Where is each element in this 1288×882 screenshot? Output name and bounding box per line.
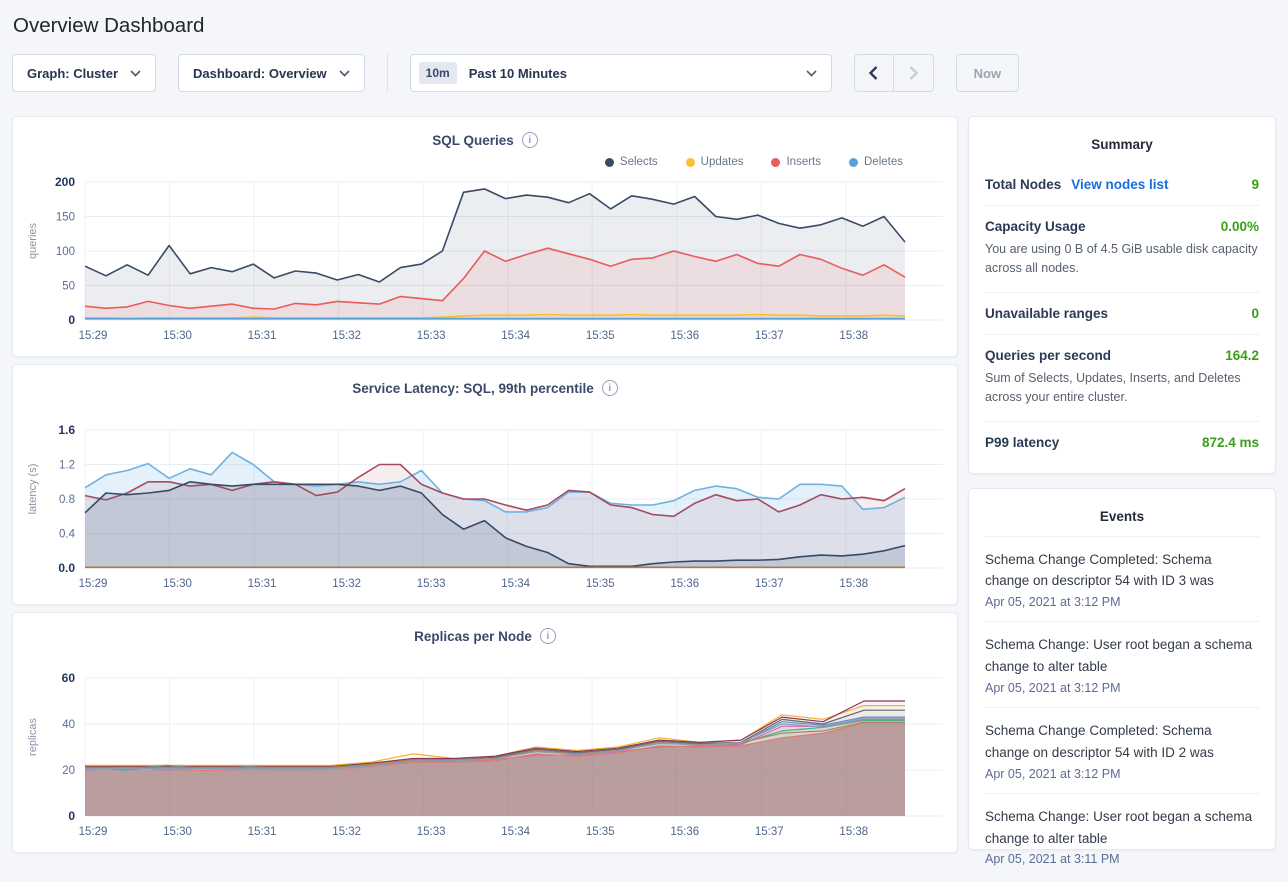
summary-description: You are using 0 B of 4.5 GiB usable disk capacity across all nodes. xyxy=(985,242,1258,276)
info-icon[interactable]: i xyxy=(540,628,556,644)
sql-queries-chart[interactable] xyxy=(23,174,949,346)
svg-text:15:32: 15:32 xyxy=(332,330,361,342)
svg-text:0: 0 xyxy=(68,313,75,327)
svg-text:200: 200 xyxy=(54,175,75,189)
svg-text:15:37: 15:37 xyxy=(754,578,784,590)
summary-label: Total Nodes xyxy=(985,177,1062,192)
time-next-button[interactable] xyxy=(894,55,933,91)
summary-row-queries-per-second xyxy=(985,334,1259,421)
chart-title: SQL Queries xyxy=(432,132,514,148)
event-text: Schema Change: User root began a schema change to alter table xyxy=(985,808,1253,846)
summary-row-capacity-usage xyxy=(985,205,1259,292)
chart-header xyxy=(13,626,957,646)
svg-text:50: 50 xyxy=(62,280,75,293)
summary-value: 0.00% xyxy=(1220,219,1259,234)
chart-legend xyxy=(13,150,957,174)
legend-dot xyxy=(686,158,695,167)
legend-dot xyxy=(849,158,858,167)
svg-text:15:31: 15:31 xyxy=(247,826,277,838)
event-timestamp: Apr 05, 2021 at 3:11 PM xyxy=(985,852,1120,867)
summary-value: 9 xyxy=(1251,177,1259,192)
legend-item-selects[interactable]: Selects xyxy=(605,156,658,168)
svg-text:1.6: 1.6 xyxy=(58,423,75,437)
svg-text:1.2: 1.2 xyxy=(59,459,75,472)
time-range-badge: 10m xyxy=(419,62,457,84)
main-content xyxy=(0,116,1288,867)
summary-label: Capacity Usage xyxy=(985,219,1086,234)
graph-dropdown[interactable] xyxy=(12,54,156,92)
svg-text:15:30: 15:30 xyxy=(163,330,192,342)
event-text: Schema Change: User root began a schema change to alter table xyxy=(985,637,1253,675)
summary-value: 0 xyxy=(1251,305,1259,321)
event-text: Schema Change Completed: Schema change on descriptor 54 with ID 2 was xyxy=(985,722,1214,760)
time-range-picker[interactable] xyxy=(410,54,832,92)
legend-dot xyxy=(605,158,614,167)
svg-text:15:33: 15:33 xyxy=(416,826,446,838)
svg-text:15:34: 15:34 xyxy=(501,578,531,590)
svg-text:15:38: 15:38 xyxy=(839,578,869,590)
summary-label: Queries per second xyxy=(985,347,1112,363)
page-header xyxy=(0,14,1288,38)
svg-text:15:35: 15:35 xyxy=(585,330,615,342)
svg-text:15:35: 15:35 xyxy=(585,578,615,590)
svg-text:15:36: 15:36 xyxy=(670,578,700,590)
svg-text:15:37: 15:37 xyxy=(754,826,784,838)
svg-text:0.8: 0.8 xyxy=(59,494,75,506)
chart-title: Service Latency: SQL, 99th percentile xyxy=(352,380,594,396)
graph-dropdown-label: Graph: Cluster xyxy=(27,65,119,81)
svg-text:15:38: 15:38 xyxy=(839,330,869,342)
event-text: Schema Change Completed: Schema change on descriptor 54 with ID 3 was xyxy=(985,551,1214,589)
y-axis-label: queries xyxy=(27,222,39,260)
page-title: Overview Dashboard xyxy=(13,14,205,37)
info-icon[interactable]: i xyxy=(522,132,538,148)
chart-card-sql-queries xyxy=(12,116,958,357)
svg-text:15:32: 15:32 xyxy=(332,826,361,838)
svg-text:15:31: 15:31 xyxy=(247,330,277,342)
toolbar xyxy=(12,54,1276,92)
time-prev-button[interactable] xyxy=(855,55,894,91)
svg-text:15:34: 15:34 xyxy=(501,330,531,342)
chart-card-service-latency xyxy=(12,364,958,605)
svg-text:20: 20 xyxy=(62,765,75,777)
sidebar-column xyxy=(968,116,1276,867)
svg-text:0.0: 0.0 xyxy=(58,561,75,575)
event-timestamp: Apr 05, 2021 at 3:12 PM xyxy=(985,595,1121,610)
svg-text:100: 100 xyxy=(55,246,75,258)
legend-item-updates[interactable]: Updates xyxy=(686,156,744,168)
svg-text:0.4: 0.4 xyxy=(59,528,75,541)
chevron-left-icon xyxy=(869,66,878,80)
y-axis-label: replicas xyxy=(27,718,39,756)
y-axis-label: latency (s) xyxy=(27,463,39,515)
summary-value: 164.2 xyxy=(1225,347,1259,363)
event-item[interactable] xyxy=(985,536,1259,622)
chevron-down-icon xyxy=(130,70,141,77)
chart-legend xyxy=(13,646,957,670)
event-timestamp: Apr 05, 2021 at 3:12 PM xyxy=(985,680,1121,695)
info-icon[interactable]: i xyxy=(602,380,618,396)
dashboard-dropdown[interactable] xyxy=(178,54,365,92)
replicas-per-node-chart[interactable] xyxy=(23,670,949,842)
summary-label: Unavailable ranges xyxy=(985,305,1109,321)
event-item[interactable] xyxy=(985,707,1259,793)
svg-text:15:32: 15:32 xyxy=(332,578,361,590)
summary-row-unavailable-ranges xyxy=(985,292,1259,334)
charts-column xyxy=(12,116,958,860)
svg-text:15:37: 15:37 xyxy=(754,330,784,342)
svg-text:15:30: 15:30 xyxy=(163,826,192,838)
summary-panel xyxy=(968,116,1276,474)
chart-title: Replicas per Node xyxy=(414,628,532,644)
svg-text:15:38: 15:38 xyxy=(839,826,869,838)
time-nav-group xyxy=(854,54,934,92)
dashboard-dropdown-label: Dashboard: Overview xyxy=(193,65,327,81)
svg-text:15:29: 15:29 xyxy=(78,330,108,342)
svg-text:60: 60 xyxy=(61,671,75,685)
summary-row-p99-latency xyxy=(985,421,1259,463)
svg-text:15:36: 15:36 xyxy=(670,330,700,342)
legend-dot xyxy=(771,158,780,167)
legend-item-deletes[interactable]: Deletes xyxy=(849,156,903,168)
legend-item-inserts[interactable]: Inserts xyxy=(771,156,821,168)
summary-row-total-nodes xyxy=(985,164,1259,205)
view-nodes-list-link[interactable]: View nodes list xyxy=(1071,177,1169,192)
chart-legend xyxy=(13,398,957,422)
toolbar-divider xyxy=(387,54,388,92)
now-button[interactable]: Now xyxy=(956,54,1019,92)
svg-text:150: 150 xyxy=(55,211,75,224)
svg-text:15:29: 15:29 xyxy=(78,826,108,838)
events-title: Events xyxy=(1099,508,1145,524)
svg-text:15:35: 15:35 xyxy=(585,826,615,838)
summary-title: Summary xyxy=(1091,137,1153,152)
chevron-down-icon xyxy=(339,70,350,77)
chevron-right-icon xyxy=(909,66,918,80)
time-range-label: Past 10 Minutes xyxy=(468,65,567,81)
service-latency-chart[interactable] xyxy=(23,422,949,594)
summary-value: 872.4 ms xyxy=(1201,434,1259,450)
event-item[interactable] xyxy=(985,621,1259,707)
summary-label: P99 latency xyxy=(985,434,1060,450)
chart-card-replicas-per-node xyxy=(12,612,958,853)
svg-text:15:30: 15:30 xyxy=(163,578,192,590)
svg-text:15:29: 15:29 xyxy=(78,578,108,590)
chevron-down-icon xyxy=(806,70,817,77)
svg-text:40: 40 xyxy=(62,719,75,731)
svg-text:15:34: 15:34 xyxy=(501,826,531,838)
svg-text:15:31: 15:31 xyxy=(247,578,277,590)
svg-text:0: 0 xyxy=(68,809,75,823)
event-item[interactable] xyxy=(985,793,1259,879)
event-timestamp: Apr 05, 2021 at 3:12 PM xyxy=(985,766,1121,781)
svg-text:15:36: 15:36 xyxy=(670,826,700,838)
chart-header xyxy=(13,130,957,150)
chart-header xyxy=(13,378,957,398)
events-panel xyxy=(968,488,1276,867)
svg-text:15:33: 15:33 xyxy=(416,330,446,342)
svg-text:15:33: 15:33 xyxy=(416,578,446,590)
summary-description: Sum of Selects, Updates, Inserts, and Deletes across your entire cluster. xyxy=(985,370,1241,405)
